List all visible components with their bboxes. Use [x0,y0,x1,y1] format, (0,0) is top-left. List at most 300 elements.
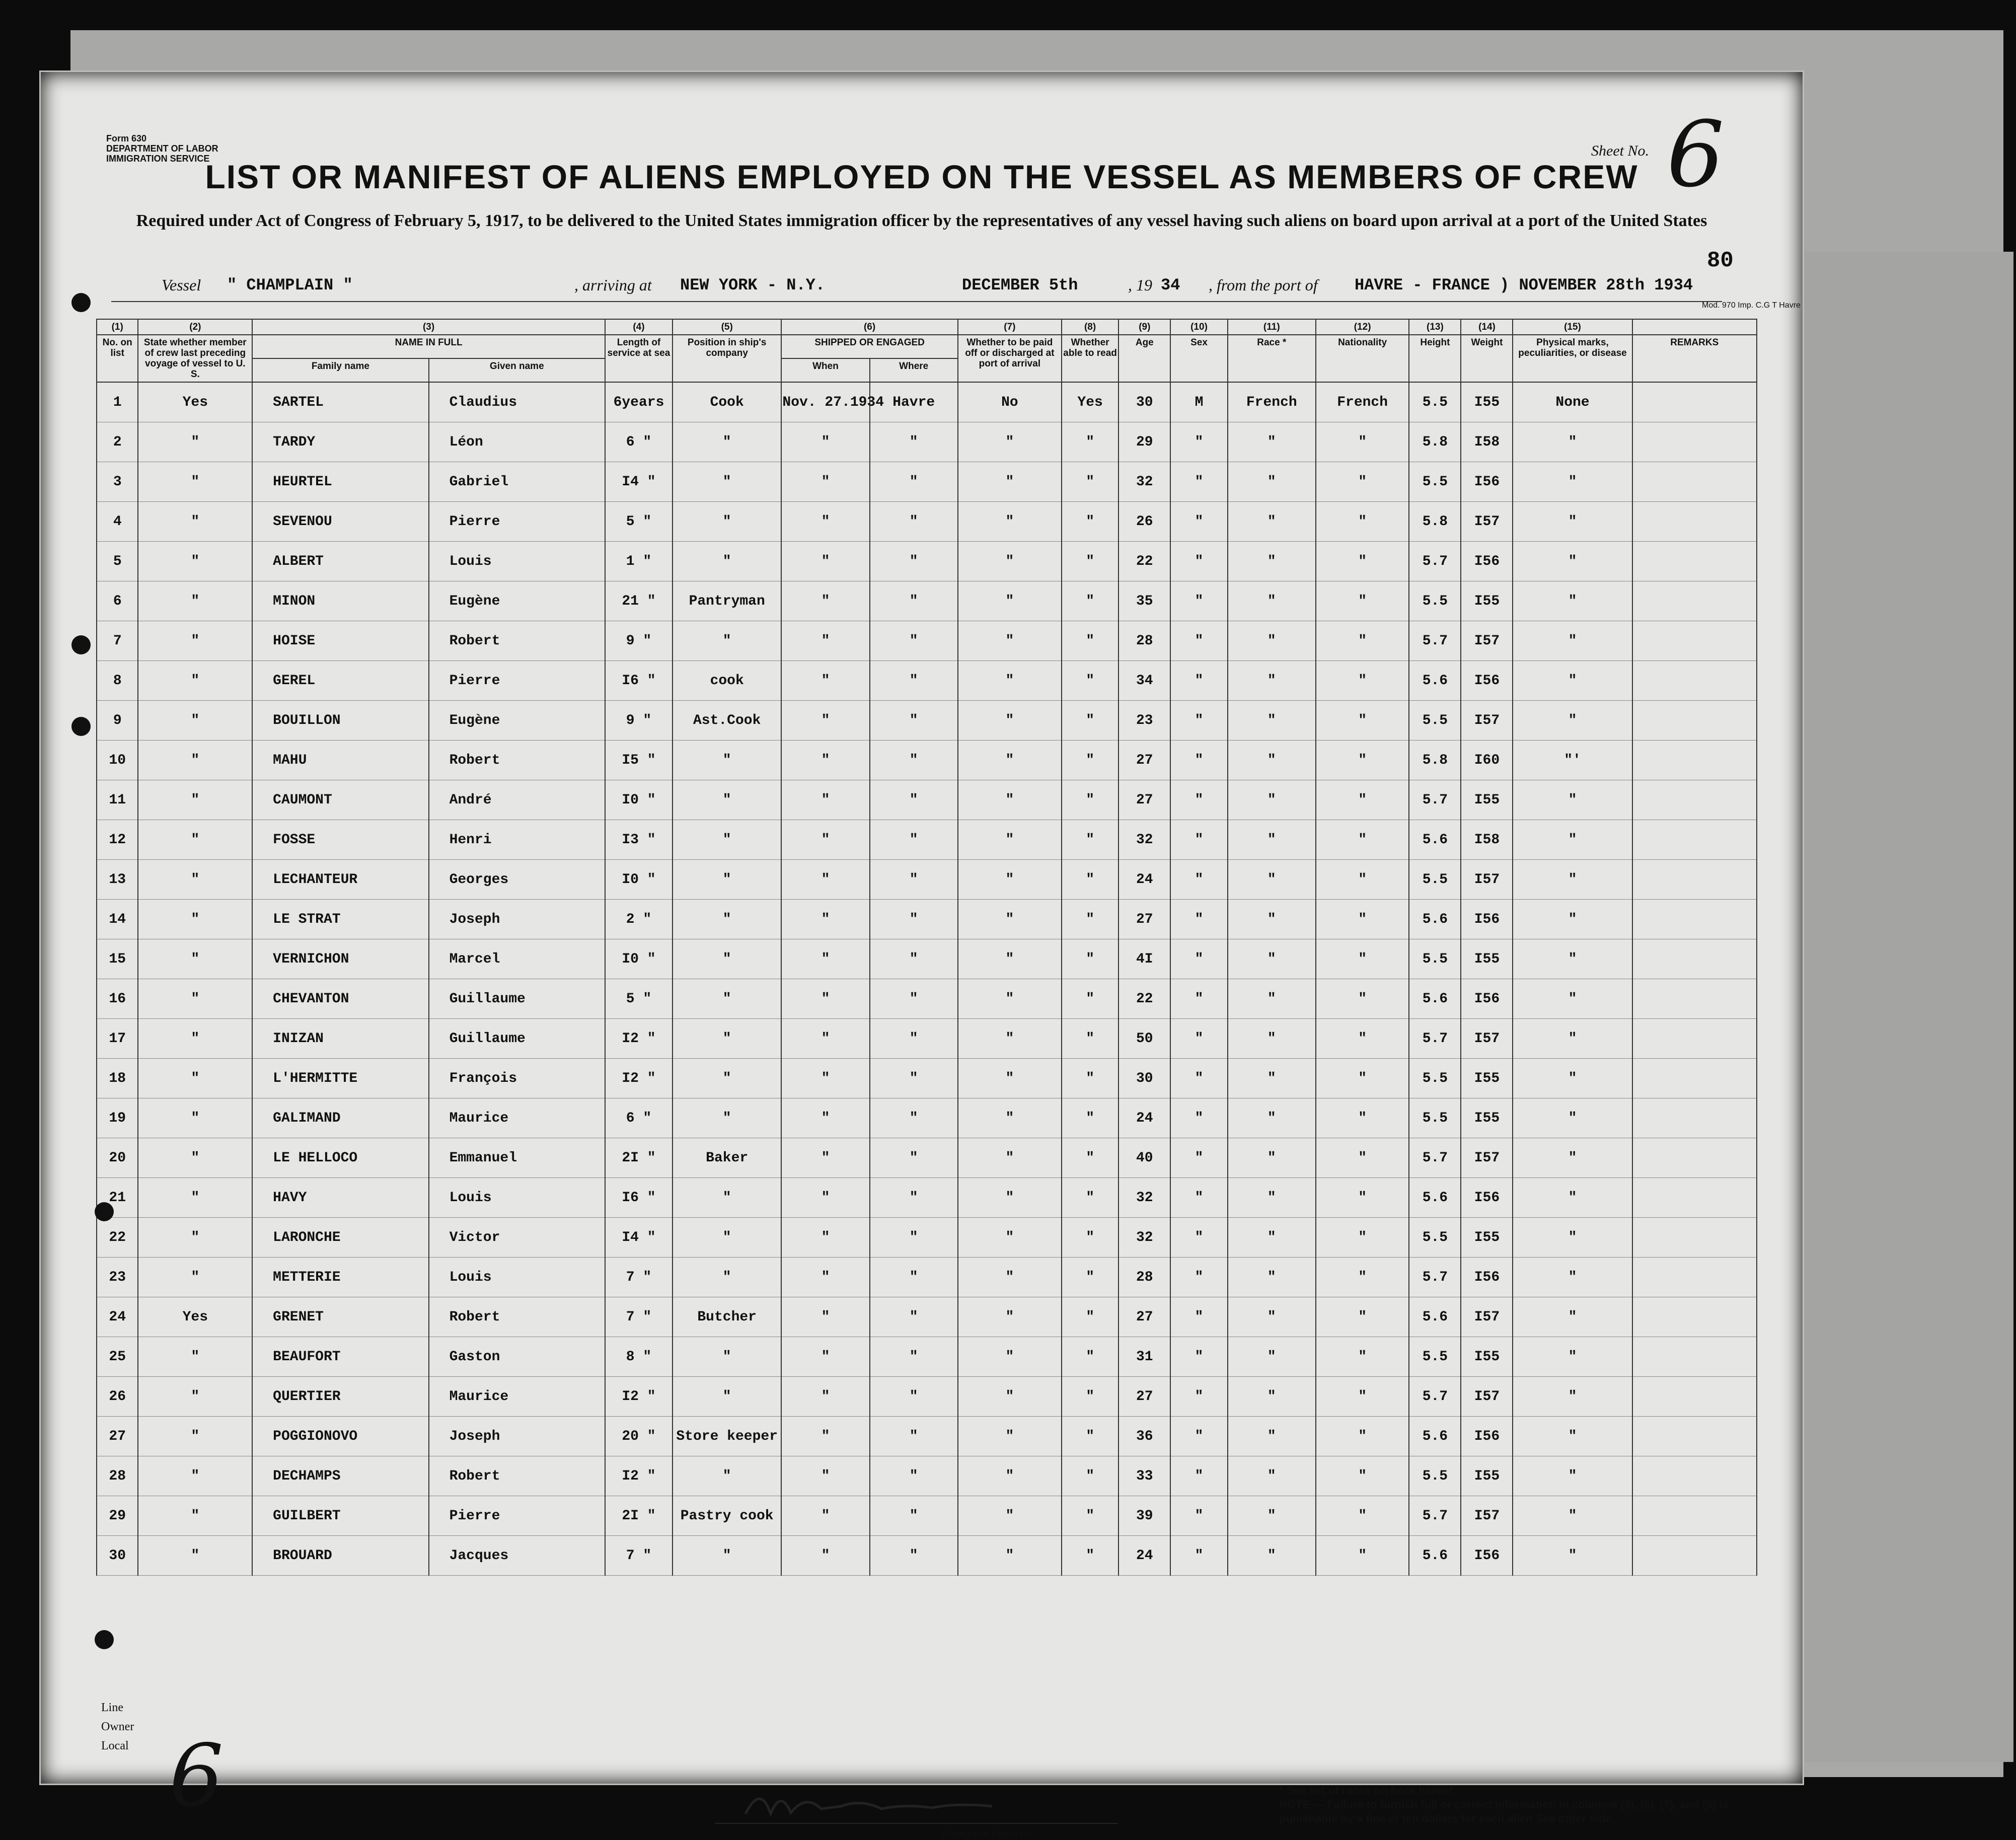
cell-paid: " [958,1218,1062,1258]
footer-labels [101,1698,134,1755]
cell-where: " [870,1019,958,1059]
cell-marks: " [1513,701,1632,741]
cell-service: 2I " [605,1496,673,1536]
cell-nat: " [1316,1377,1409,1417]
cell-family: VERNICHON [252,939,428,979]
colnum: (11) [1228,319,1316,335]
cell-given: Guillaume [429,979,605,1019]
cell-service: 21 " [605,581,673,621]
cell-remarks [1632,1138,1757,1178]
cell-nat: " [1316,1417,1409,1456]
cell-given: Eugène [429,701,605,741]
cell-weight: I57 [1461,502,1513,542]
cell-paid: " [958,1456,1062,1496]
cell-remarks [1632,860,1757,900]
cell-given: Henri [429,820,605,860]
cell-sex: " [1170,1138,1227,1178]
cell-race: " [1228,900,1316,939]
cell-no: 8 [97,661,138,701]
cell-marks: " [1513,1138,1632,1178]
cell-family: BROUARD [252,1536,428,1576]
cell-age: 39 [1118,1496,1170,1536]
table-row [97,701,1757,741]
cell-service: I4 " [605,462,673,502]
cell-position: " [673,900,781,939]
punch-hole [95,1202,114,1221]
cell-prev: " [138,900,252,939]
cell-height: 5.5 [1409,701,1461,741]
cell-nat: " [1316,979,1409,1019]
cell-race: " [1228,1019,1316,1059]
cell-marks: " [1513,1417,1632,1456]
cell-family: POGGIONOVO [252,1417,428,1456]
cell-height: 5.6 [1409,661,1461,701]
cell-sex: " [1170,661,1227,701]
inspector-label: Immigrant Inspector. [942,1827,1035,1839]
cell-given: Robert [429,1456,605,1496]
cell-position: " [673,1218,781,1258]
table-row [97,581,1757,621]
cell-no: 26 [97,1377,138,1417]
cell-race: " [1228,462,1316,502]
cell-race: " [1228,1218,1316,1258]
cell-family: GRENET [252,1297,428,1337]
cell-age: 40 [1118,1138,1170,1178]
cell-family: LECHANTEUR [252,860,428,900]
cell-marks: " [1513,1337,1632,1377]
cell-nat: " [1316,1019,1409,1059]
local-label: Local [101,1739,129,1752]
cell-where: " [870,741,958,780]
cell-position: " [673,1258,781,1297]
col-age: Age [1118,335,1170,382]
cell-position: " [673,1098,781,1138]
cell-service: I6 " [605,661,673,701]
cell-remarks [1632,1417,1757,1456]
cell-family: QUERTIER [252,1377,428,1417]
cell-marks: " [1513,422,1632,462]
cell-no: 25 [97,1337,138,1377]
cell-where: " [870,1059,958,1098]
cell-prev: " [138,939,252,979]
cell-family: HAVY [252,1178,428,1218]
cell-where: " [870,1417,958,1456]
cell-age: 32 [1118,1218,1170,1258]
colnum: (1) [97,319,138,335]
punch-hole [71,293,91,312]
cell-race: " [1228,661,1316,701]
cell-read: " [1062,422,1118,462]
cell-weight: I56 [1461,1417,1513,1456]
cell-sex: " [1170,1178,1227,1218]
colnum: (6) [781,319,957,335]
signature-line [715,1823,1118,1824]
cell-sex: " [1170,1496,1227,1536]
cell-race: " [1228,621,1316,661]
colnum: (5) [673,319,781,335]
cell-age: 26 [1118,502,1170,542]
cell-read: " [1062,860,1118,900]
cell-prev: " [138,979,252,1019]
cell-where: " [870,1496,958,1536]
cell-given: Joseph [429,900,605,939]
cell-nat: " [1316,1178,1409,1218]
cell-weight: I56 [1461,900,1513,939]
cell-no: 16 [97,979,138,1019]
cell-read: " [1062,900,1118,939]
cell-where: " [870,979,958,1019]
cell-prev: " [138,502,252,542]
owner-label: Owner [101,1720,134,1733]
cell-given: Louis [429,1178,605,1218]
cell-service: 6years [605,382,673,422]
cell-marks: " [1513,1098,1632,1138]
cell-when: " [781,422,869,462]
cell-marks: " [1513,1297,1632,1337]
cell-when: " [781,1059,869,1098]
cell-height: 5.5 [1409,462,1461,502]
cell-read: " [1062,1297,1118,1337]
cell-when: " [781,1297,869,1337]
cell-height: 5.5 [1409,939,1461,979]
cell-read: " [1062,1417,1118,1456]
col-physical-marks: Physical marks, peculiarities, or disease [1513,335,1632,382]
cell-height: 5.6 [1409,1297,1461,1337]
cell-age: 22 [1118,979,1170,1019]
cell-prev: " [138,701,252,741]
cell-paid: " [958,780,1062,820]
col-race: Race * [1228,335,1316,382]
cell-marks: " [1513,900,1632,939]
cell-remarks [1632,382,1757,422]
cell-height: 5.7 [1409,1138,1461,1178]
colnum: (15) [1513,319,1632,335]
cell-position: " [673,1019,781,1059]
cell-race: " [1228,780,1316,820]
cell-height: 5.7 [1409,621,1461,661]
col-shipped-or-engaged: SHIPPED OR ENGAGED [781,335,957,358]
cell-paid: " [958,1496,1062,1536]
cell-sex: " [1170,502,1227,542]
cell-read: " [1062,820,1118,860]
cell-when: " [781,1536,869,1576]
cell-when: Nov. 27.1934 [781,382,869,422]
cell-given: Robert [429,1297,605,1337]
cell-given: Victor [429,1218,605,1258]
cell-age: 27 [1118,780,1170,820]
cell-where: " [870,1138,958,1178]
cell-given: Claudius [429,382,605,422]
cell-paid: " [958,422,1062,462]
printer-note: Mod. 970 Imp. C.G T Havre [1702,301,1801,310]
cell-read: " [1062,1218,1118,1258]
cell-position: " [673,820,781,860]
arriving-label: , arriving at [574,276,652,294]
table-row [97,382,1757,422]
cell-family: CHEVANTON [252,979,428,1019]
cell-age: 24 [1118,860,1170,900]
cell-sex: " [1170,860,1227,900]
cell-family: GEREL [252,661,428,701]
cell-paid: " [958,1019,1062,1059]
cell-prev: " [138,1138,252,1178]
colnum: (7) [958,319,1062,335]
cell-sex: " [1170,581,1227,621]
cell-marks: " [1513,1496,1632,1536]
cell-paid: " [958,1297,1062,1337]
cell-where: " [870,1218,958,1258]
cell-position: " [673,1456,781,1496]
cell-weight: I57 [1461,860,1513,900]
cell-given: Pierre [429,1496,605,1536]
column-header-row [97,335,1757,358]
cell-height: 5.7 [1409,1377,1461,1417]
cell-family: MAHU [252,741,428,780]
cell-remarks [1632,661,1757,701]
colnum-blank [1632,319,1757,335]
cell-family: METTERIE [252,1258,428,1297]
cell-height: 5.8 [1409,502,1461,542]
cell-nat: " [1316,462,1409,502]
table-row [97,621,1757,661]
cell-paid: " [958,741,1062,780]
cell-read: " [1062,1059,1118,1098]
cell-sex: M [1170,382,1227,422]
cell-weight: I55 [1461,382,1513,422]
cell-height: 5.7 [1409,1258,1461,1297]
cell-height: 5.7 [1409,542,1461,581]
cell-race: " [1228,979,1316,1019]
cell-given: Georges [429,860,605,900]
cell-age: 28 [1118,1258,1170,1297]
cell-height: 5.6 [1409,979,1461,1019]
cell-where: " [870,581,958,621]
punch-hole [71,635,91,654]
cell-service: 7 " [605,1536,673,1576]
table-row [97,1297,1757,1337]
cell-height: 5.6 [1409,1536,1461,1576]
cell-service: I6 " [605,1178,673,1218]
cell-service: I4 " [605,1218,673,1258]
cell-service: I3 " [605,820,673,860]
cell-prev: " [138,1536,252,1576]
arrival-date: DECEMBER 5th [962,276,1078,295]
cell-remarks [1632,939,1757,979]
cell-race: " [1228,1417,1316,1456]
cell-paid: " [958,820,1062,860]
table-row [97,1098,1757,1138]
cell-where: " [870,661,958,701]
cell-marks: " [1513,1178,1632,1218]
cell-given: François [429,1059,605,1098]
column-number-row [97,319,1757,335]
year-prefix: , 19 [1128,276,1152,294]
cell-marks: " [1513,661,1632,701]
cell-remarks [1632,1059,1757,1098]
cell-height: 5.8 [1409,741,1461,780]
cell-no: 28 [97,1456,138,1496]
cell-position: " [673,1059,781,1098]
cell-remarks [1632,701,1757,741]
cell-where: Havre [870,382,958,422]
page-subtitle: Required under Act of Congress of February 5, 1917, to be delivered to the United States immigration officer by the representatives of any vessel having such aliens on board upon arrival at a port of the United States [136,211,1707,230]
cell-weight: I55 [1461,939,1513,979]
cell-service: I0 " [605,780,673,820]
cell-read: " [1062,542,1118,581]
inspector-signature [740,1779,1002,1832]
cell-given: André [429,780,605,820]
sheet-number: 6 [1667,102,1725,207]
cell-read: " [1062,1178,1118,1218]
cell-height: 5.5 [1409,1337,1461,1377]
table-row [97,1456,1757,1496]
cell-no: 21 [97,1178,138,1218]
cell-weight: I57 [1461,701,1513,741]
cell-race: " [1228,422,1316,462]
cell-when: " [781,1377,869,1417]
cell-height: 5.7 [1409,780,1461,820]
cell-read: " [1062,462,1118,502]
cell-read: " [1062,701,1118,741]
cell-prev: " [138,860,252,900]
col-where: Where [870,358,958,382]
cell-nat: " [1316,701,1409,741]
cell-weight: I56 [1461,542,1513,581]
cell-given: Louis [429,1258,605,1297]
cell-when: " [781,1098,869,1138]
cell-no: 18 [97,1059,138,1098]
cell-marks: " [1513,462,1632,502]
cell-read: " [1062,1019,1118,1059]
cell-race: " [1228,581,1316,621]
cell-position: Ast.Cook [673,701,781,741]
service-name: IMMIGRATION SERVICE [106,154,210,164]
cell-when: " [781,979,869,1019]
cell-age: 33 [1118,1456,1170,1496]
cell-marks: " [1513,502,1632,542]
cell-where: " [870,1337,958,1377]
cell-no: 30 [97,1536,138,1576]
table-row [97,542,1757,581]
table-row [97,422,1757,462]
cell-height: 5.8 [1409,422,1461,462]
cell-marks: " [1513,939,1632,979]
cell-weight: I57 [1461,1496,1513,1536]
cell-given: Pierre [429,502,605,542]
cell-family: HEURTEL [252,462,428,502]
cell-no: 29 [97,1496,138,1536]
cell-where: " [870,542,958,581]
cell-family: BOUILLON [252,701,428,741]
cell-paid: " [958,860,1062,900]
cell-prev: " [138,1496,252,1536]
cell-no: 14 [97,900,138,939]
cell-remarks [1632,979,1757,1019]
cell-no: 6 [97,581,138,621]
cell-no: 22 [97,1218,138,1258]
cell-read: " [1062,939,1118,979]
cell-weight: I57 [1461,1377,1513,1417]
cell-family: CAUMONT [252,780,428,820]
cell-read: " [1062,1138,1118,1178]
cell-service: I5 " [605,741,673,780]
cell-paid: " [958,939,1062,979]
cell-sex: " [1170,780,1227,820]
cell-weight: I57 [1461,621,1513,661]
cell-sex: " [1170,542,1227,581]
cell-weight: I56 [1461,1258,1513,1297]
cell-family: LE HELLOCO [252,1138,428,1178]
cell-family: HOISE [252,621,428,661]
cell-height: 5.7 [1409,1019,1461,1059]
cell-prev: " [138,462,252,502]
cell-nat: " [1316,860,1409,900]
cell-remarks [1632,1297,1757,1337]
cell-when: " [781,1337,869,1377]
cell-weight: I56 [1461,1178,1513,1218]
cell-where: " [870,462,958,502]
punch-hole [95,1630,114,1649]
cell-nat: " [1316,1258,1409,1297]
cell-read: " [1062,1456,1118,1496]
cell-nat: " [1316,422,1409,462]
cell-given: Robert [429,741,605,780]
department-name: DEPARTMENT OF LABOR [106,143,218,154]
cell-where: " [870,502,958,542]
from-port: HAVRE - FRANCE ) NOVEMBER 28th 1934 [1355,276,1693,295]
cell-age: 23 [1118,701,1170,741]
cell-read: " [1062,661,1118,701]
table-row [97,661,1757,701]
cell-where: " [870,1456,958,1496]
cell-prev: " [138,1417,252,1456]
cell-position: " [673,542,781,581]
cell-prev: " [138,741,252,780]
cell-no: 19 [97,1098,138,1138]
cell-sex: " [1170,1258,1227,1297]
cell-service: 7 " [605,1258,673,1297]
cell-marks: " [1513,979,1632,1019]
cell-remarks [1632,1536,1757,1576]
cell-when: " [781,502,869,542]
col-length-of-service: Length of service at sea [605,335,673,382]
cell-weight: I56 [1461,462,1513,502]
cell-no: 23 [97,1258,138,1297]
cell-marks: " [1513,1019,1632,1059]
cell-read: " [1062,621,1118,661]
cell-nat: " [1316,581,1409,621]
cell-sex: " [1170,1059,1227,1098]
line-label: Line [101,1701,123,1714]
table-row [97,939,1757,979]
cell-sex: " [1170,1337,1227,1377]
cell-service: I2 " [605,1377,673,1417]
cell-marks: "' [1513,741,1632,780]
cell-position: " [673,462,781,502]
cell-read: " [1062,741,1118,780]
cell-prev: " [138,542,252,581]
cell-position: " [673,979,781,1019]
table-row [97,462,1757,502]
cell-race: " [1228,939,1316,979]
cell-when: " [781,581,869,621]
cell-marks: " [1513,1258,1632,1297]
cell-weight: I56 [1461,661,1513,701]
cell-no: 9 [97,701,138,741]
cell-given: Emmanuel [429,1138,605,1178]
cell-family: MINON [252,581,428,621]
cell-position: " [673,939,781,979]
